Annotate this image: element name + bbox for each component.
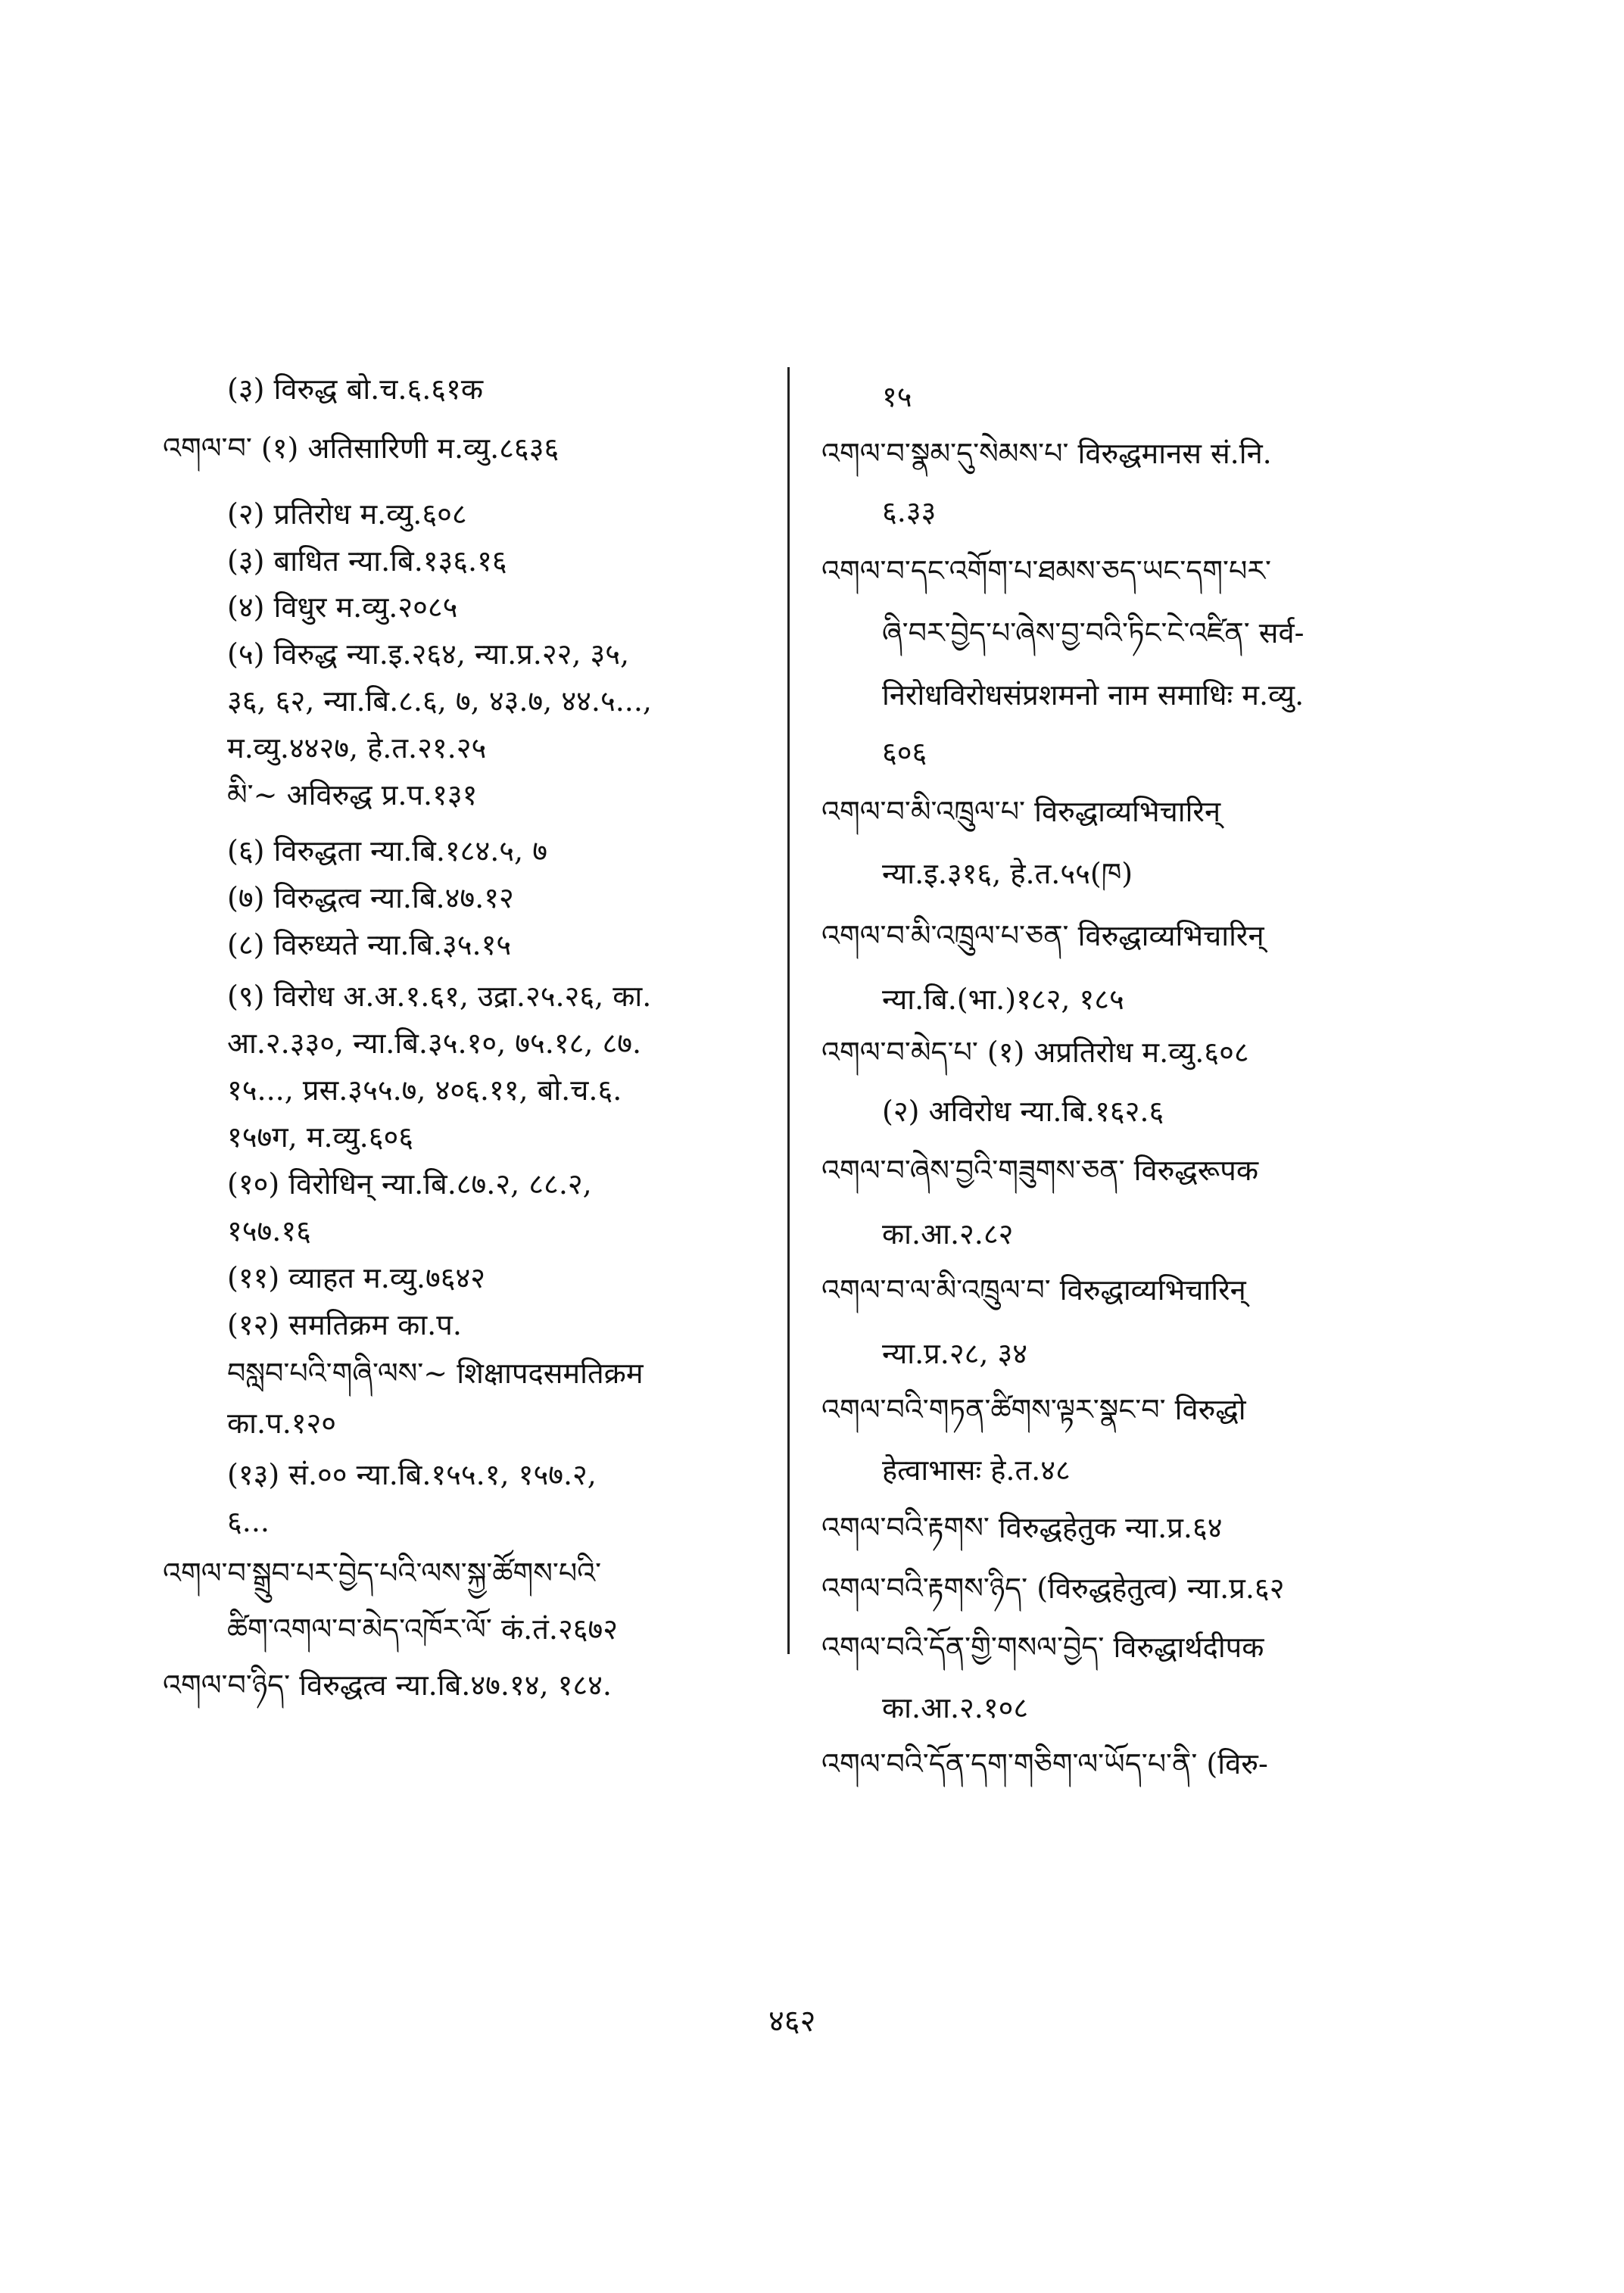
entry-line: हेत्वाभासः हे.त.४८ [882,1453,1071,1487]
entry-line: (३) बाधित न्या.बि.१३६.१६ [227,544,507,578]
entry-line: १५..., प्रस.३५५.७, ४०६.११, बो.च.६. [227,1073,622,1107]
column-divider [787,367,790,1654]
entry-line: འགལ་བ་མེད་པ་ (१) अप्रतिरोध म.व्यु.६०८ [821,1036,1249,1069]
entry-line: འགལ་བའི་དོན་གྱི་གསལ་བྱེད་ विरुद्धार्थदीपक [821,1631,1264,1664]
entry-line: (३) विरुद्ध बो.च.६.६१क [227,372,483,406]
entry-line: (११) व्याहत म.व्यु.७६४२ [227,1261,486,1294]
entry-line: (२) अविरोध न्या.बि.१६२.६ [882,1095,1164,1128]
entry-line: ཚིག་འགལ་བ་མེད་འཁོར་ལོ་ कं.तं.२६७२ [227,1612,618,1646]
entry-line: འགལ་བ་ལ་མི་འཁྲུལ་བ་ विरुद्धाव्यभिचारिन् [821,1273,1246,1307]
entry-line: (९) विरोध अ.अ.१.६१, उद्रा.२५.२६, का. [227,980,652,1013]
entry-line: འགལ་བ་མི་འཁྲུལ་པ་ཅན་ विरुद्धाव्यभिचारिन् [821,919,1264,952]
entry-line: (२) प्रतिरोध म.व्यु.६०८ [227,497,467,531]
entry-line: का.प.१२० [227,1407,337,1440]
entry-line: འགལ་བའི་གཏན་ཚིགས་ལྟར་སྣང་བ་ विरुद्धो [821,1393,1246,1426]
entry-line: १५ [882,380,912,413]
entry-line: འགལ་བ་དང་འགོག་པ་ཐམས་ཅད་ཡང་དག་པར་ [821,554,1271,587]
entry-line: (१३) सं.०० न्या.बि.१५५.१, १५७.२, [227,1458,597,1491]
page-number: ४६२ [768,2004,816,2039]
entry-line: ३६, ६२, न्या.बि.८.६, ७, ४३.७, ४४.५..., [227,684,653,718]
entry-line: བསླབ་པའི་གཞི་ལས་~ शिक्षापदसमतिक्रम [227,1357,644,1390]
entry-line: (४) विधुर म.व्यु.२०८५ [227,590,458,624]
entry-line: འགལ་བ་ཞེས་བྱའི་གཟུགས་ཅན་ विरुद्धरूपक [821,1154,1259,1187]
entry-line: (१०) विरोधिन् न्या.बि.८७.२, ८८.२, [227,1167,592,1201]
entry-line: (६) विरुद्धता न्या.बि.१८४.५, ७ [227,834,547,868]
entry-line: का.आ.२.१०८ [882,1691,1029,1724]
entry-line: ६... [227,1505,270,1538]
entry-line: ६०६ [882,736,927,769]
entry-line: འགལ་བ་ (१) अतिसारिणी म.व्यु.८६३६ [163,431,560,465]
entry-line: (१२) समतिक्रम का.प. [227,1308,462,1341]
entry-line: འགལ་བ་སྣམ་དུ་སེམས་པ་ विरुद्धमानस सं.नि. [821,437,1272,470]
entry-line: འགལ་བ་མི་འཁྲུལ་པ་ विरुद्धाव्यभिचारिन् [821,795,1221,828]
entry-line: འགལ་བའི་རྟགས་ विरुद्धहेतुक न्या.प्र.६४ [821,1511,1223,1544]
entry-line: १५७ग, म.व्यु.६०६ [227,1120,414,1154]
entry-line: འགལ་བ་སྒྲུབ་པར་བྱེད་པའི་ལས་སྐྱ་ཚོགས་པའི་ [163,1556,602,1590]
entry-line: ཞི་བར་བྱེད་པ་ཞེས་བྱ་བའི་ཏིང་ངེ་འཛིན་ सर्व- [882,616,1304,650]
entry-line: न्या.इ.३१६, हे.त.५५(ཁ) [882,857,1133,890]
entry-line: (५) विरुद्ध न्या.इ.२६४, न्या.प्र.२२, ३५, [227,637,630,671]
entry-line: १५७.१६ [227,1214,311,1248]
entry-line: འགལ་བ་ཉིད་ विरुद्धत्व न्या.बि.४७.१४, १८४. [163,1668,612,1702]
entry-line: (८) विरुध्यते न्या.बि.३५.१५ [227,928,512,961]
entry-line: འགལ་བའི་རྟགས་ཉིད་ (विरुद्धहेतुत्व) न्या.प्र.६२ [821,1572,1285,1605]
entry-line: म.व्यु.४४२७, हे.त.२१.२५ [227,731,487,765]
entry-line: མི་~ अविरुद्ध प्र.प.१३१ [227,778,478,812]
entry-line: न्या.बि.(भा.)१८२, १८५ [882,983,1124,1016]
entry-line: न्या.प्र.२८, ३४ [882,1337,1028,1370]
entry-line: निरोधविरोधसंप्रशमनो नाम समाधिः म.व्यु. [882,678,1304,712]
entry-line: འགལ་བའི་དོན་དག་གཅིག་ལ་ཡོད་པ་ནི་ (विरु- [821,1747,1268,1781]
entry-line: (७) विरुद्धत्व न्या.बि.४७.१२ [227,881,514,914]
entry-line: ६.३३ [882,495,937,528]
entry-line: आ.२.३३०, न्या.बि.३५.१०, ७५.१८, ८७. [227,1027,642,1060]
entry-line: का.आ.२.८२ [882,1217,1014,1251]
